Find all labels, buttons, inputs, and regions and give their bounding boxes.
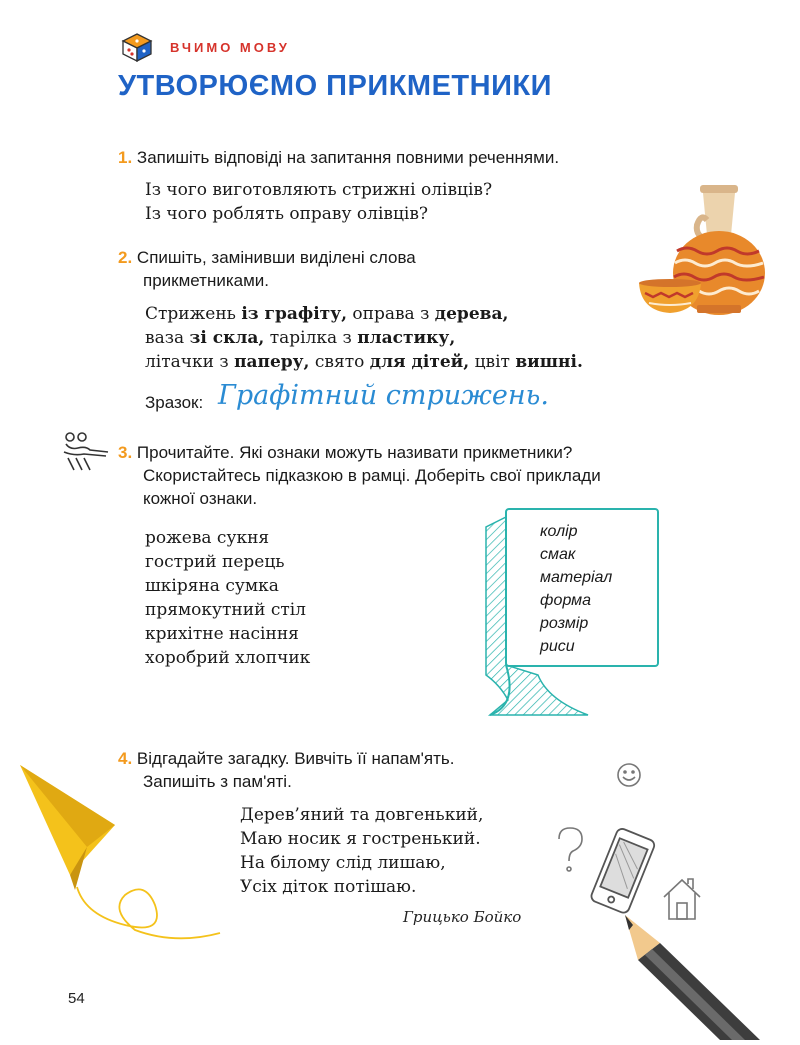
hint-item: розмір [540, 615, 589, 632]
task1-number: 1. [118, 148, 133, 167]
question-mark-icon [553, 825, 587, 882]
task2-text-block [145, 302, 583, 374]
task1-instruction [118, 146, 559, 169]
highlighted-word: пластику, [357, 328, 456, 348]
task2-text-line1: Спишіть, замінивши виділені слова [136, 248, 416, 267]
page-number: 54 [68, 990, 85, 1007]
example-item: крихітне насіння [145, 624, 299, 644]
task3-text-line1: Прочитайте. Які ознаки можуть називати прикметники? [136, 443, 573, 462]
hint-item: форма [540, 592, 592, 609]
vase-illustration [635, 185, 775, 315]
task1-questions [145, 178, 492, 226]
section-label: ВЧИМО МОВУ [170, 40, 290, 55]
text-segment: літачки з [145, 352, 235, 372]
sample-handwriting: Графітний стрижень. [218, 380, 549, 411]
hint-item: смак [540, 546, 576, 563]
text-segment: оправа з [347, 304, 435, 324]
task1-question: Із чого роблять оправу олівців? [145, 204, 429, 224]
text-segment: ваза [145, 328, 190, 348]
poem [240, 803, 483, 899]
task4-number: 4. [118, 749, 133, 768]
example-item: шкіряна сумка [145, 576, 279, 596]
highlighted-word: зі скла, [189, 328, 265, 348]
task4-text-line2: Запишіть з пам'яті. [143, 772, 292, 791]
task2-line [145, 350, 583, 374]
task1-text: Запишіть відповіді на запитання повними реченнями. [136, 148, 560, 167]
example-item: хоробрий хлопчик [145, 648, 311, 668]
task2-line [145, 326, 583, 350]
hint-item: колір [540, 523, 578, 540]
pencil-illustration [600, 905, 800, 1040]
hint-item: риси [540, 638, 575, 655]
task2-number: 2. [118, 248, 133, 267]
text-segment: цвіт [469, 352, 516, 372]
highlighted-word: дерева, [434, 304, 509, 324]
highlighted-word: вишні. [515, 352, 583, 372]
text-segment: Стрижень [145, 304, 242, 324]
poem-line: Усіх діток потішаю. [240, 877, 417, 897]
dice-icon [120, 32, 154, 62]
example-item: гострий перець [145, 552, 285, 572]
task3-number: 3. [118, 443, 133, 462]
example-item: рожева сукня [145, 528, 270, 548]
sample-label: Зразок: [145, 393, 204, 412]
example-item: прямокутний стіл [145, 600, 306, 620]
text-segment: тарілка з [264, 328, 358, 348]
teamwork-icon [60, 430, 110, 474]
text-segment: свято [309, 352, 370, 372]
poem-line: На білому слід лишаю, [240, 853, 446, 873]
smiley-icon [616, 762, 642, 793]
highlighted-word: для дітей, [369, 352, 470, 372]
highlighted-word: паперу, [234, 352, 310, 372]
task3-examples [145, 526, 310, 670]
task3-text-line3: кожної ознаки. [143, 489, 258, 508]
task2-line [145, 302, 583, 326]
task2-instruction [118, 246, 416, 292]
hint-list [540, 520, 612, 658]
task4-instruction [118, 747, 455, 793]
task3-instruction [118, 441, 601, 510]
task4-text-line1: Відгадайте загадку. Вивчіть її напам'ять. [136, 749, 455, 768]
poem-line: Дерев’яний та довгенький, [240, 805, 484, 825]
poem-author: Грицько Бойко [403, 908, 522, 926]
highlighted-word: із графіту, [241, 304, 347, 324]
task3-text-line2: Скористайтесь підказкою в рамці. Доберіть свої приклади [143, 466, 601, 485]
task1-question: Із чого виготовляють стрижні олівців? [145, 180, 493, 200]
hint-item: матеріал [540, 569, 613, 586]
poem-line: Маю носик я гостренький. [240, 829, 481, 849]
task2-text-line2: прикметниками. [143, 271, 270, 290]
page-title: УТВОРЮЄМО ПРИКМЕТНИКИ [118, 70, 552, 102]
